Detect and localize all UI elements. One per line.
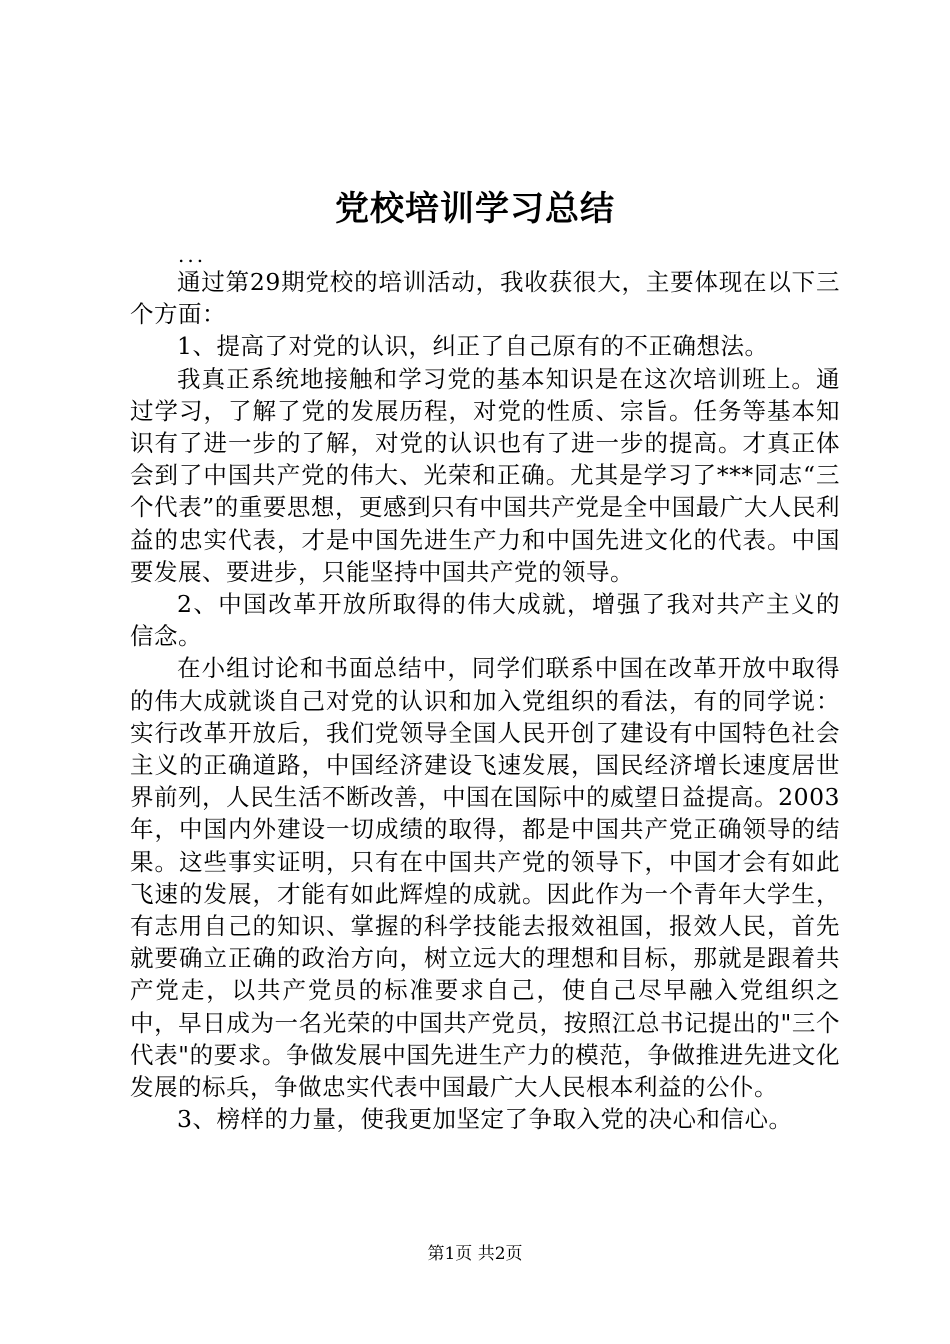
paragraph-point-2-heading: 2、中国改革开放所取得的伟大成就，增强了我对共产主义的信念。 — [130, 590, 840, 651]
document-body — [130, 266, 840, 1135]
paragraph-point-1-heading: 1、提高了对党的认识，纠正了自己原有的不正确想法。 — [177, 332, 769, 361]
paragraph-intro: 通过第29期党校的培训活动，我收获很大，主要体现在以下三个方面： — [130, 268, 840, 329]
document-title: 党校培训学习总结 — [335, 189, 615, 229]
paragraph-point-3-heading: 3、榜样的力量，使我更加坚定了争取入党的决心和信心。 — [177, 1105, 793, 1134]
paragraph-point-1-body: 我真正系统地接触和学习党的基本知识是在这次培训班上。通过学习，了解了党的发展历程，对党的性质、宗旨。任务等基本知识有了进一步的了解，对党的认识也有了进一步的提高。才真正体会到了中国共产党的伟大、光荣和正确。尤其是学习了***同志“三个代表”的重要思想，更感到只有中国共产党是全中国最广大人民利益的忠实代表，才是中国先进生产力和中国先进文化的代表。中国要发展、要进步，只能坚持中国共产党的领导。 — [130, 364, 840, 586]
paragraph-point-2-body: 在小组讨论和书面总结中，同学们联系中国在改革开放中取得的伟大成就谈自己对党的认识和加入党组织的看法，有的同学说：实行改革开放后，我们党领导全国人民开创了建设有中国特色社会主义的正确道路，中国经济建设飞速发展，国民经济增长速度居世界前列，人民生活不断改善，中国在国际中的威望日益提高。2003年，中国内外建设一切成绩的取得，都是中国共产党正确领导的结果。这些事实证明，只有在中国共产党的领导下，中国才会有如此飞速的发展，才能有如此辉煌的成就。因此作为一个青年大学生，有志用自己的知识、掌握的科学技能去报效祖国，报效人民，首先就要确立正确的政治方向，树立远大的理想和目标，那就是跟着共产党走，以共产党员的标准要求自己，使自己尽早融入党组织之中，早日成为一名光荣的中国共产党员，按照江总书记提出的"三个代表"的要求。争做发展中国先进生产力的模范，争做推进先进文化发展的标兵，争做忠实代表中国最广大人民根本利益的公仆。 — [130, 654, 840, 1102]
ellipsis-mark: ... — [178, 243, 207, 267]
page-footer: 第1页 共2页 — [427, 1244, 523, 1264]
